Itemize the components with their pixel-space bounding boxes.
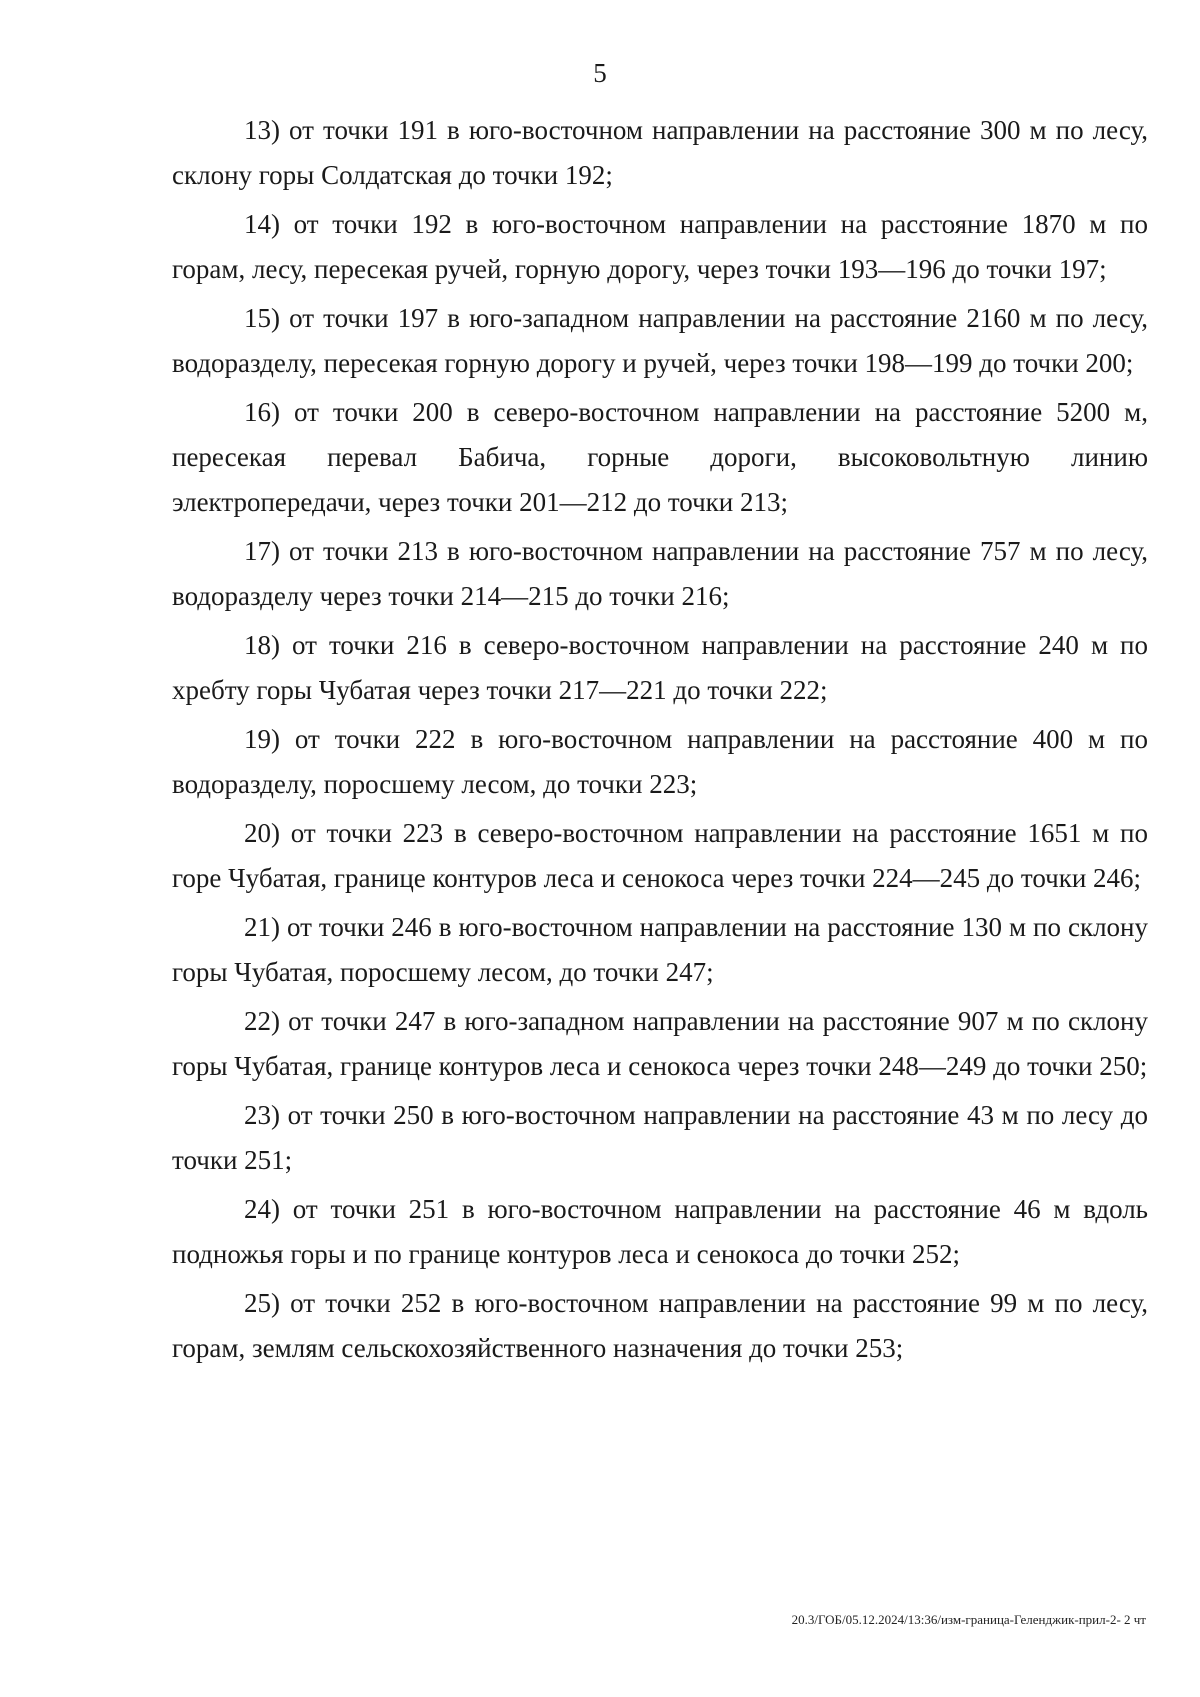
list-item: 15) от точки 197 в юго-западном направлении на расстояние 2160 м по лесу, водоразделу, пересекая горную дорогу и ручей, через точки 198—199 до точки 200;	[172, 303, 1148, 378]
list-item: 16) от точки 200 в северо-восточном направлении на расстояние 5200 м, пересекая перевал Бабича, горные дороги, высоковольтную линию электропередачи, через точки 201—212 до точки 213;	[172, 397, 1148, 517]
list-item: 17) от точки 213 в юго-восточном направлении на расстояние 757 м по лесу, водоразделу через точки 214—215 до точки 216;	[172, 536, 1148, 611]
document-footer-code: 20.3/ГОБ/05.12.2024/13:36/изм-граница-Геленджик-прил-2- 2 чт	[791, 1612, 1146, 1627]
list-item: 21) от точки 246 в юго-восточном направлении на расстояние 130 м по склону горы Чубатая, поросшему лесом, до точки 247;	[172, 912, 1148, 987]
list-item: 20) от точки 223 в северо-восточном направлении на расстояние 1651 м по горе Чубатая, границе контуров леса и сенокоса через точки 224—245 до точки 246;	[172, 818, 1148, 893]
boundary-description-list	[172, 108, 1148, 1375]
list-item: 25) от точки 252 в юго-восточном направлении на расстояние 99 м по лесу, горам, землям сельскохозяйственного назначения до точки 253;	[172, 1288, 1148, 1363]
list-item: 19) от точки 222 в юго-восточном направлении на расстояние 400 м по водоразделу, поросшему лесом, до точки 223;	[172, 724, 1148, 799]
list-item: 23) от точки 250 в юго-восточном направлении на расстояние 43 м по лесу до точки 251;	[172, 1100, 1148, 1175]
list-item: 18) от точки 216 в северо-восточном направлении на расстояние 240 м по хребту горы Чубатая через точки 217—221 до точки 222;	[172, 630, 1148, 705]
list-item: 14) от точки 192 в юго-восточном направлении на расстояние 1870 м по горам, лесу, пересекая ручей, горную дорогу, через точки 193—196 до точки 197;	[172, 209, 1148, 284]
page-number: 5	[593, 58, 607, 88]
list-item: 22) от точки 247 в юго-западном направлении на расстояние 907 м по склону горы Чубатая, границе контуров леса и сенокоса через точки 248—249 до точки 250;	[172, 1006, 1148, 1081]
list-item: 13) от точки 191 в юго-восточном направлении на расстояние 300 м по лесу, склону горы Солдатская до точки 192;	[172, 115, 1148, 190]
list-item: 24) от точки 251 в юго-восточном направлении на расстояние 46 м вдоль подножья горы и по границе контуров леса и сенокоса до точки 252;	[172, 1194, 1148, 1269]
